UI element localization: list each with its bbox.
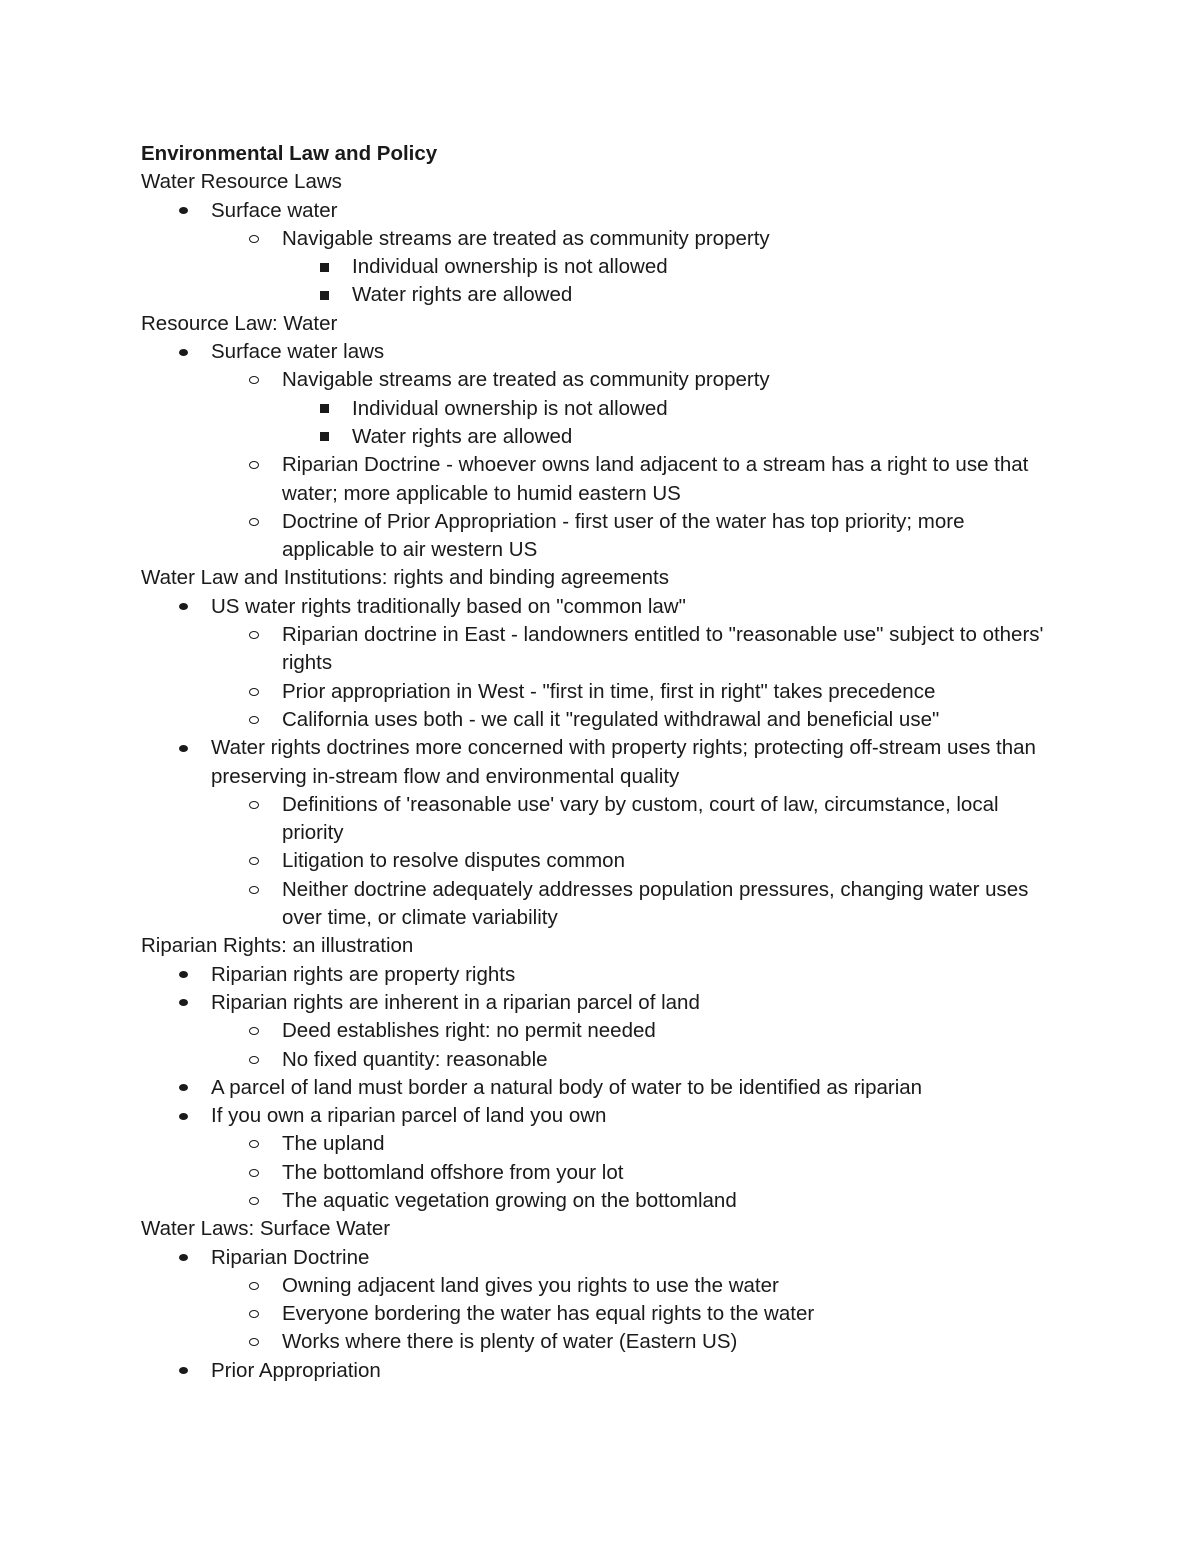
list-item-text: Prior Appropriation: [211, 1358, 381, 1382]
bullet-mark: [249, 1056, 259, 1064]
list-item-text: Navigable streams are treated as community property: [282, 368, 770, 392]
list-item-text: Prior appropriation in West - "first in time, first in right" takes precedence: [282, 679, 936, 703]
bullet-mark: [249, 857, 259, 865]
list-item-text: Works where there is plenty of water (Eastern US): [282, 1330, 738, 1354]
list-item-level-1: [141, 1244, 1061, 1272]
list-item-text: The upland: [282, 1132, 385, 1156]
list-item-text: Water rights are allowed: [352, 424, 573, 448]
list-item-level-3: [141, 395, 1061, 423]
bullet-mark: [249, 461, 259, 469]
bullet-mark: [179, 971, 188, 978]
bullet-circle-icon: [247, 1130, 261, 1158]
list-item-text: The bottomland offshore from your lot: [282, 1160, 624, 1184]
list-item-text: Water rights are allowed: [352, 283, 573, 307]
section-list: [141, 338, 1061, 564]
bullet-mark: [179, 745, 188, 752]
section-heading: Water Resource Laws: [141, 170, 342, 194]
list-item-text: Riparian Doctrine - whoever owns land adjacent to a stream has a right to use that water; more applicable to humid eastern US: [282, 453, 1029, 505]
bullet-mark: [179, 1084, 188, 1091]
list-item-level-1: [141, 593, 1061, 621]
bullet-mark: [249, 801, 259, 809]
list-item-level-3: [141, 423, 1061, 451]
bullet-mark: [249, 1140, 259, 1148]
list-item-level-1: [141, 1357, 1061, 1385]
list-item-level-2: [141, 1187, 1061, 1215]
list-item-text: Everyone bordering the water has equal rights to the water: [282, 1302, 815, 1326]
bullet-mark: [179, 207, 188, 214]
bullet-circle-icon: [247, 451, 261, 479]
bullet-mark: [179, 1113, 188, 1120]
list-item-level-3: [141, 281, 1061, 309]
list-item-text: Water rights doctrines more concerned with property rights; protecting off-stream uses than preserving in-stream flow and environmental quality: [211, 736, 1036, 788]
list-item-text: Individual ownership is not allowed: [352, 396, 668, 420]
list-item-text: Deed establishes right: no permit needed: [282, 1019, 656, 1043]
list-item-text: Litigation to resolve disputes common: [282, 849, 625, 873]
bullet-square-icon: [317, 253, 331, 281]
list-item-level-2: [141, 1328, 1061, 1356]
list-item-level-2: [141, 876, 1061, 933]
bullet-disc-icon: [176, 1074, 190, 1102]
list-item-text: Riparian Doctrine: [211, 1245, 370, 1269]
bullet-mark: [249, 518, 259, 526]
section-list: [141, 1244, 1061, 1385]
section-list: [141, 961, 1061, 1216]
list-item-level-2: [141, 508, 1061, 565]
bullet-circle-icon: [247, 1300, 261, 1328]
section-heading: Water Laws: Surface Water: [141, 1217, 391, 1241]
list-item-level-1: [141, 961, 1061, 989]
list-item-level-1: [141, 338, 1061, 366]
list-item-level-1: [141, 734, 1061, 791]
bullet-circle-icon: [247, 1187, 261, 1215]
bullet-disc-icon: [176, 1102, 190, 1130]
list-item-text: Navigable streams are treated as community property: [282, 226, 770, 250]
list-item-text: Surface water: [211, 198, 338, 222]
list-item-text: No fixed quantity: reasonable: [282, 1047, 548, 1071]
bullet-mark: [249, 631, 259, 639]
bullet-mark: [249, 1310, 259, 1318]
list-item-level-1: [141, 989, 1061, 1017]
list-item-level-2: [141, 225, 1061, 253]
list-item-level-2: [141, 1159, 1061, 1187]
list-item-level-2: [141, 1017, 1061, 1045]
list-item-text: A parcel of land must border a natural body of water to be identified as riparian: [211, 1075, 923, 1099]
bullet-circle-icon: [247, 1272, 261, 1300]
list-item-level-3: [141, 253, 1061, 281]
list-item-text: Individual ownership is not allowed: [352, 255, 668, 279]
list-item-text: Doctrine of Prior Appropriation - first user of the water has top priority; more applicable to air western US: [282, 509, 965, 562]
list-item-level-2: [141, 621, 1061, 678]
bullet-mark: [249, 886, 259, 894]
bullet-disc-icon: [176, 338, 190, 366]
bullet-mark: [179, 999, 188, 1006]
list-item-level-2: [141, 847, 1061, 875]
list-item-text: Surface water laws: [211, 340, 385, 364]
bullet-circle-icon: [247, 1328, 261, 1356]
document-body: [141, 140, 1061, 1385]
list-item-level-1: [141, 1074, 1061, 1102]
bullet-circle-icon: [247, 847, 261, 875]
bullet-mark: [179, 1254, 188, 1261]
bullet-square-icon: [317, 423, 331, 451]
list-item-level-2: [141, 451, 1061, 508]
bullet-circle-icon: [247, 706, 261, 734]
bullet-circle-icon: [247, 1046, 261, 1074]
bullet-mark: [249, 716, 259, 724]
bullet-mark: [179, 1367, 188, 1374]
list-item-text: Riparian rights are inherent in a riparian parcel of land: [211, 990, 700, 1014]
bullet-circle-icon: [247, 1159, 261, 1187]
section-heading: Riparian Rights: an illustration: [141, 934, 414, 958]
bullet-mark: [320, 291, 329, 300]
bullet-square-icon: [317, 281, 331, 309]
list-item-level-1: [141, 1102, 1061, 1130]
bullet-circle-icon: [247, 621, 261, 649]
section-list: [141, 197, 1061, 310]
list-item-level-2: [141, 706, 1061, 734]
section-list: [141, 593, 1061, 933]
bullet-circle-icon: [247, 508, 261, 536]
list-item-level-2: [141, 791, 1061, 848]
bullet-mark: [179, 603, 188, 610]
bullet-disc-icon: [176, 1357, 190, 1385]
bullet-circle-icon: [247, 678, 261, 706]
bullet-mark: [249, 235, 259, 243]
bullet-circle-icon: [247, 876, 261, 904]
bullet-square-icon: [317, 395, 331, 423]
bullet-mark: [320, 404, 329, 413]
bullet-mark: [249, 1338, 259, 1346]
bullet-mark: [249, 1169, 259, 1177]
bullet-disc-icon: [176, 593, 190, 621]
list-item-text: California uses both - we call it "regulated withdrawal and beneficial use": [282, 707, 940, 731]
bullet-circle-icon: [247, 1017, 261, 1045]
list-item-level-2: [141, 1272, 1061, 1300]
document-title: Environmental Law and Policy: [141, 142, 438, 165]
section-heading: Resource Law: Water: [141, 311, 338, 335]
list-item-text: The aquatic vegetation growing on the bottomland: [282, 1188, 737, 1212]
list-item-level-2: [141, 366, 1061, 394]
list-item-text: Owning adjacent land gives you rights to use the water: [282, 1273, 779, 1297]
bullet-mark: [179, 349, 188, 356]
section-heading: Water Law and Institutions: rights and binding agreements: [141, 566, 669, 590]
list-item-text: Riparian doctrine in East - landowners entitled to "reasonable use" subject to others' rights: [282, 623, 1044, 675]
list-item-text: US water rights traditionally based on "common law": [211, 594, 686, 618]
bullet-disc-icon: [176, 197, 190, 225]
bullet-circle-icon: [247, 791, 261, 819]
list-item-level-2: [141, 678, 1061, 706]
bullet-disc-icon: [176, 734, 190, 762]
list-item-level-2: [141, 1046, 1061, 1074]
list-item-text: Neither doctrine adequately addresses population pressures, changing water uses over time, or climate variability: [282, 877, 1029, 930]
list-item-text: If you own a riparian parcel of land you own: [211, 1104, 607, 1128]
bullet-circle-icon: [247, 366, 261, 394]
list-item-level-2: [141, 1130, 1061, 1158]
bullet-mark: [320, 432, 329, 441]
bullet-mark: [249, 1197, 259, 1205]
list-item-level-1: [141, 197, 1061, 225]
bullet-mark: [320, 263, 329, 272]
bullet-mark: [249, 688, 259, 696]
bullet-mark: [249, 1282, 259, 1290]
bullet-mark: [249, 1027, 259, 1035]
bullet-mark: [249, 376, 259, 384]
bullet-disc-icon: [176, 989, 190, 1017]
bullet-disc-icon: [176, 1244, 190, 1272]
list-item-level-2: [141, 1300, 1061, 1328]
bullet-circle-icon: [247, 225, 261, 253]
list-item-text: Riparian rights are property rights: [211, 962, 516, 986]
list-item-text: Definitions of 'reasonable use' vary by custom, court of law, circumstance, local priority: [282, 792, 999, 845]
bullet-disc-icon: [176, 961, 190, 989]
